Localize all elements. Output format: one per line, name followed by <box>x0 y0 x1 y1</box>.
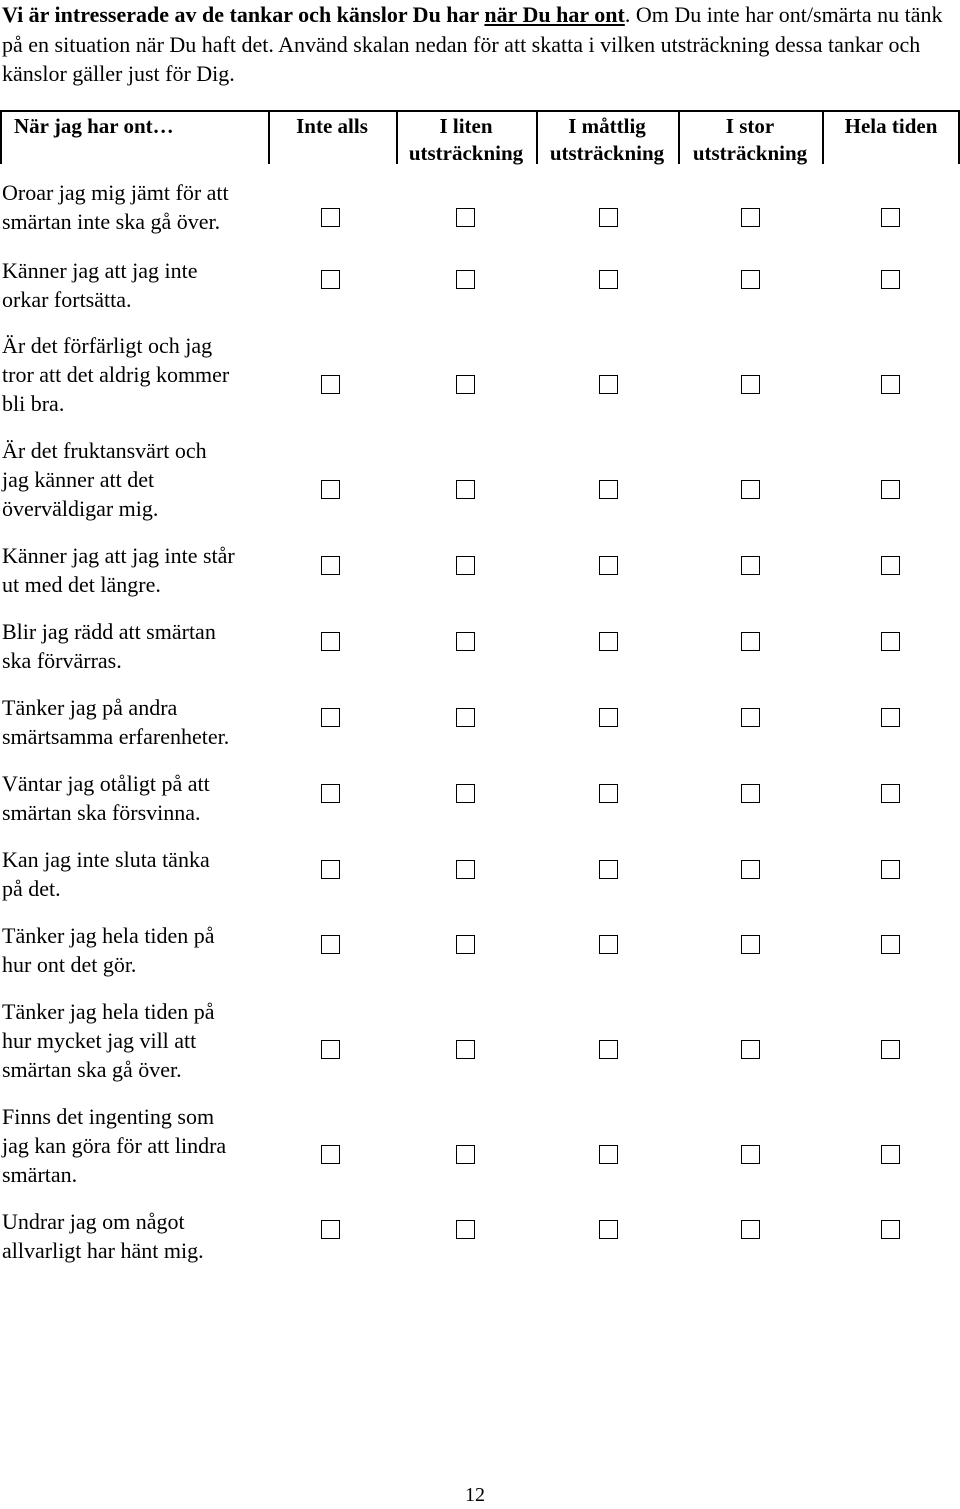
question-label: Är det förfärligt och jag tror att det aldrig kommer bli bra. <box>2 333 230 416</box>
page-number: 12 <box>465 1484 485 1506</box>
answer-checkbox[interactable] <box>741 1040 760 1059</box>
question-label: Tänker jag hela tiden på hur ont det gör. <box>2 923 215 977</box>
answer-checkbox[interactable] <box>456 1220 475 1239</box>
answer-checkbox[interactable] <box>741 556 760 575</box>
answer-checkbox[interactable] <box>599 208 618 227</box>
answer-checkbox[interactable] <box>741 1220 760 1239</box>
question-label: Känner jag att jag inte står ut med det längre. <box>2 543 235 597</box>
answer-checkbox[interactable] <box>456 375 475 394</box>
answer-checkbox[interactable] <box>881 632 900 651</box>
answer-checkbox[interactable] <box>321 935 340 954</box>
answer-checkbox[interactable] <box>741 480 760 499</box>
answer-checkbox[interactable] <box>881 1145 900 1164</box>
question-label: Tänker jag på andra smärtsamma erfarenheter. <box>2 695 230 749</box>
answer-checkbox[interactable] <box>599 632 618 651</box>
answer-checkbox[interactable] <box>881 480 900 499</box>
instructions-rest: . Om Du inte har ont/smärta nu tänk på en situation när Du haft det. Använd skalan nedan för att skatta i vilken utsträckning dessa tankar och känslor gäller just för Dig. <box>2 2 943 86</box>
answer-checkbox[interactable] <box>741 708 760 727</box>
answer-checkbox[interactable] <box>456 556 475 575</box>
answer-checkbox[interactable] <box>741 784 760 803</box>
answer-checkbox[interactable] <box>599 708 618 727</box>
answer-checkbox[interactable] <box>456 784 475 803</box>
answer-checkbox[interactable] <box>321 480 340 499</box>
answer-checkbox[interactable] <box>321 270 340 289</box>
question-label: Oroar jag mig jämt för att smärtan inte ska gå över. <box>2 180 229 234</box>
answer-checkbox[interactable] <box>456 708 475 727</box>
question-label: Väntar jag otåligt på att smärtan ska försvinna. <box>2 771 210 825</box>
answer-checkbox[interactable] <box>741 860 760 879</box>
answer-checkbox[interactable] <box>881 708 900 727</box>
answer-checkbox[interactable] <box>456 270 475 289</box>
answer-checkbox[interactable] <box>321 1145 340 1164</box>
answer-checkbox[interactable] <box>881 860 900 879</box>
instructions-paragraph <box>2 0 952 89</box>
answer-checkbox[interactable] <box>599 480 618 499</box>
answer-checkbox[interactable] <box>881 1220 900 1239</box>
answer-checkbox[interactable] <box>321 784 340 803</box>
answer-checkbox[interactable] <box>881 270 900 289</box>
answer-checkbox[interactable] <box>599 784 618 803</box>
column-header-i-liten: I liten utsträckning <box>408 114 524 165</box>
answer-checkbox[interactable] <box>321 1040 340 1059</box>
answer-checkbox[interactable] <box>599 1220 618 1239</box>
instructions-bold-lead: Vi är intresserade av de tankar och känslor Du har <box>2 2 485 27</box>
row-header-label: När jag har ont… <box>14 114 174 138</box>
table-header <box>0 110 960 164</box>
answer-checkbox[interactable] <box>456 1145 475 1164</box>
answer-checkbox[interactable] <box>881 556 900 575</box>
answer-checkbox[interactable] <box>321 208 340 227</box>
answer-checkbox[interactable] <box>599 375 618 394</box>
answer-checkbox[interactable] <box>599 556 618 575</box>
answer-checkbox[interactable] <box>599 935 618 954</box>
answer-checkbox[interactable] <box>321 860 340 879</box>
answer-checkbox[interactable] <box>599 270 618 289</box>
answer-checkbox[interactable] <box>321 1220 340 1239</box>
answer-checkbox[interactable] <box>741 632 760 651</box>
question-label: Undrar jag om något allvarligt har hänt mig. <box>2 1209 204 1263</box>
column-header-hela-tiden: Hela tiden <box>844 114 938 138</box>
answer-checkbox[interactable] <box>881 1040 900 1059</box>
question-label: Finns det ingenting som jag kan göra för att lindra smärtan. <box>2 1104 227 1187</box>
answer-checkbox[interactable] <box>456 632 475 651</box>
answer-checkbox[interactable] <box>741 1145 760 1164</box>
column-header-i-stor: I stor utsträckning <box>692 114 808 165</box>
answer-checkbox[interactable] <box>741 270 760 289</box>
answer-checkbox[interactable] <box>741 375 760 394</box>
answer-checkbox[interactable] <box>321 632 340 651</box>
instructions-emphasis: när Du har ont <box>484 2 625 27</box>
column-header-inte-alls: Inte alls <box>296 114 368 138</box>
answer-checkbox[interactable] <box>881 375 900 394</box>
answer-checkbox[interactable] <box>741 208 760 227</box>
answer-checkbox[interactable] <box>456 1040 475 1059</box>
question-label: Blir jag rädd att smärtan ska förvärras. <box>2 619 216 673</box>
answer-checkbox[interactable] <box>881 208 900 227</box>
answer-checkbox[interactable] <box>456 860 475 879</box>
answer-checkbox[interactable] <box>881 935 900 954</box>
question-label: Tänker jag hela tiden på hur mycket jag vill att smärtan ska gå över. <box>2 999 215 1082</box>
answer-checkbox[interactable] <box>741 935 760 954</box>
answer-checkbox[interactable] <box>881 784 900 803</box>
header-divider <box>958 110 960 164</box>
answer-checkbox[interactable] <box>456 935 475 954</box>
answer-checkbox[interactable] <box>321 708 340 727</box>
header-divider <box>0 110 2 164</box>
answer-checkbox[interactable] <box>599 860 618 879</box>
answer-checkbox[interactable] <box>456 208 475 227</box>
answer-checkbox[interactable] <box>599 1145 618 1164</box>
answer-checkbox[interactable] <box>321 556 340 575</box>
answer-checkbox[interactable] <box>599 1040 618 1059</box>
answer-checkbox[interactable] <box>456 480 475 499</box>
header-top-rule <box>0 110 960 112</box>
question-label: Kan jag inte sluta tänka på det. <box>2 847 210 901</box>
question-label: Känner jag att jag inte orkar fortsätta. <box>2 258 198 312</box>
column-header-i-mattlig: I måttlig utsträckning <box>549 114 665 165</box>
question-label: Är det fruktansvärt och jag känner att det överväldigar mig. <box>2 438 207 521</box>
answer-checkbox[interactable] <box>321 375 340 394</box>
